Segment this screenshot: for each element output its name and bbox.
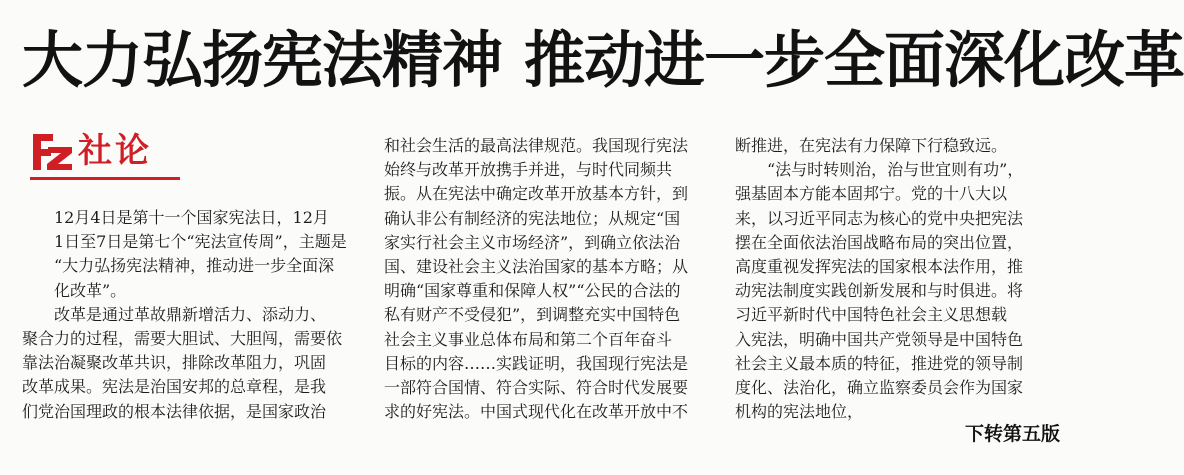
fz-logo-icon [30, 131, 74, 173]
text-line: 始终与改革开放携手并进，与时代同频共 [384, 160, 673, 180]
text-line: 机构的宪法地位， [735, 402, 864, 422]
text-line: 们党治国理政的根本法律依据，是国家政治 [22, 401, 327, 421]
text-line: 来，以习近平同志为核心的党中央把宪法 [735, 208, 1024, 228]
text-column-3 [735, 134, 1060, 424]
paragraph [22, 206, 356, 303]
text-line: 动宪法制度实践创新发展和与时俱进。将 [735, 281, 1024, 301]
text-line: 习近平新时代中国特色社会主义思想载 [735, 305, 1008, 325]
logo-underline [30, 177, 180, 180]
text-line: 强基固本方能本固邦宁。党的十八大以 [735, 184, 1008, 204]
text-line: 求的好宪法。中国式现代化在改革开放中不 [384, 402, 689, 422]
text-column-2 [384, 134, 704, 424]
text-line: 聚合力的过程，需要大胆试、大胆闯，需要依 [22, 329, 343, 349]
text-line: “法与时转则治，治与世宜则有功”， [767, 160, 1024, 180]
text-line: 改革成果。宪法是治国安邦的总章程，是我 [22, 377, 327, 397]
text-line: 私有财产不受侵犯”，到调整充实中国特色 [384, 305, 681, 325]
text-line: 改革是通过革故鼎新增活力、添动力、 [54, 304, 327, 324]
text-line: 和社会生活的最高法律规范。我国现行宪法 [384, 136, 689, 155]
text-line: 高度重视发挥宪法的国家根本法作用，推 [735, 257, 1024, 277]
text-line: 断推进，在宪法有力保障下行稳致远。 [735, 136, 1008, 155]
headline-part-1: 大力弘扬宪法精神 [22, 25, 503, 96]
text-line: 靠法治凝聚改革共识，排除改革阻力，巩固 [22, 353, 327, 373]
text-line: 化改革”。 [54, 280, 127, 300]
text-line: “大力弘扬宪法精神，推动进一步全面深 [54, 256, 335, 276]
text-line: 国、建设社会主义法治国家的基本方略；从 [384, 257, 689, 277]
text-line: 度化、法治化，确立监察委员会作为国家 [735, 378, 1024, 398]
paragraph [22, 303, 356, 424]
text-column-1 [22, 206, 356, 424]
text-line: 社会主义最本质的特征，推进党的领导制 [735, 353, 1024, 373]
editorial-label: 社论 [78, 131, 152, 171]
text-line: 社会主义事业总体布局和第二个百年奋斗 [384, 329, 673, 349]
text-line: 1日至7日是第七个“宪法宣传周”，主题是 [54, 232, 347, 252]
text-line: 12月4日是第十一个国家宪法日，12月 [54, 208, 329, 227]
text-line: 确认非公有制经济的宪法地位；从规定“国 [384, 208, 681, 228]
text-line: 振。从在宪法中确定改革开放基本方针，到 [384, 184, 689, 204]
text-line: 家实行社会主义市场经济”，到确立依法治 [384, 232, 681, 252]
headline [22, 21, 1184, 101]
text-line: 目标的内容……实践证明，我国现行宪法是 [384, 353, 689, 373]
editorial-column-logo [30, 129, 180, 181]
continued-on-page-note: 下转第五版 [965, 423, 1061, 445]
text-line: 入宪法，明确中国共产党领导是中国特色 [735, 329, 1024, 349]
text-line: 明确“国家尊重和保障人权”“公民的合法的 [384, 281, 681, 301]
headline-part-2: 推动进一步全面深化改革 [524, 25, 1184, 96]
text-line: 摆在全面依法治国战略布局的突出位置， [735, 232, 1024, 252]
text-line: 一部符合国情、符合实际、符合时代发展要 [384, 378, 689, 398]
